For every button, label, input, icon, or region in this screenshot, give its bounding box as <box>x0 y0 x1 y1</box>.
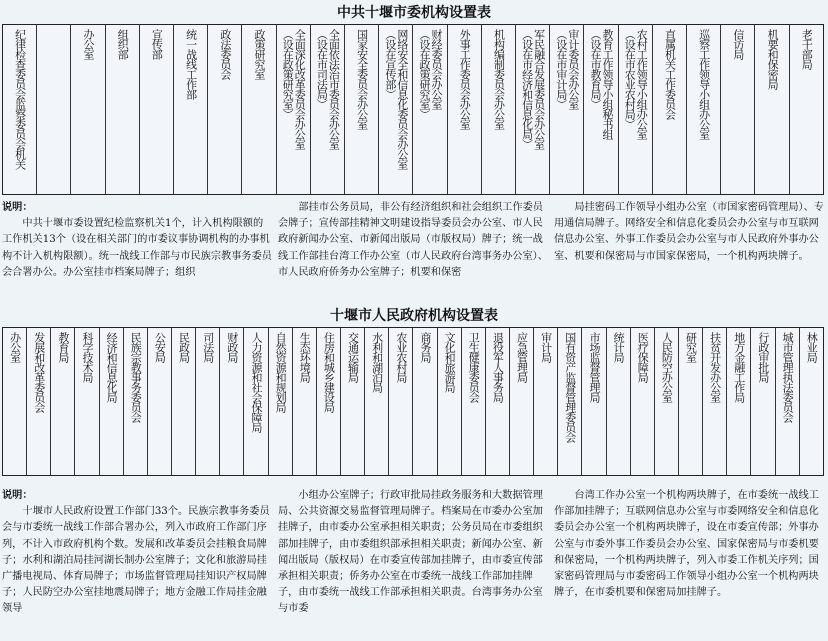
government-agency-cell-text <box>3 332 26 362</box>
committee-agency-cell <box>140 25 174 194</box>
committee-notes-col-3 <box>554 200 824 300</box>
government-agency-name: 公安局 <box>153 332 167 362</box>
committee-agency-cell-text <box>653 29 686 119</box>
government-agency-name: 交通运输局 <box>346 332 360 382</box>
government-agency-name: 国有资产监督管理委员会 <box>563 332 577 442</box>
government-agency-cell <box>365 328 389 475</box>
government-agency-cell-text <box>486 332 509 402</box>
government-agency-name: 办公室 <box>8 332 22 362</box>
government-agency-name: 人力资源和社会保障局 <box>249 332 263 432</box>
government-agency-name: 医疗保障局 <box>636 332 650 382</box>
committee-agency-name: 全面依法治市委员会办公室 <box>327 29 341 149</box>
committee-agency-cell <box>37 25 71 194</box>
government-agency-cell-text <box>438 332 461 392</box>
government-notes-col-3 <box>554 488 824 638</box>
government-notes-text-3: 台湾工作办公室一个机构两块牌子，在市委统一战线工作部加挂牌子；互联网信息办公室与市委网络安全和信息化委员会办公室一个机构两块牌子，设在市委宣传部；外事办公室与市委外事工作委员会办公室、国家保密局与市委机要和保密局，一个机构两块牌子，列入市委工作机关序列；国家密码管理局与市委密码工作领导小组办公室一个机构两块牌子，在市委机要和保密局加挂牌子。 <box>554 490 819 599</box>
committee-agency-cell <box>721 25 755 194</box>
government-notes-text-1: 十堰市人民政府设置工作部门33个。民族宗教事务委员会与市委统一战线工作部合署办公，列入市政府工作部门序列，不计入市政府机构个数。发展和改革委员会挂粮食局牌子；水利和湖泊局挂河湖长制办公室牌子；文化和旅游局挂广播电视局、体育局牌子；市场监督管理局挂知识产权局牌子；人民防空办公室挂地震局牌子；地方金融工作局挂金融领导 <box>2 506 270 615</box>
committee-agency-cell <box>345 25 379 194</box>
government-agency-cell <box>486 328 510 475</box>
committee-agency-name: 农村工作领导小组办公室 <box>635 29 649 139</box>
government-agency-cell-text <box>148 332 171 362</box>
committee-agency-cell <box>550 25 584 194</box>
government-agency-cell-text <box>679 332 702 362</box>
government-agency-name: 经济和信息化局 <box>105 332 119 402</box>
committee-notes-col-2 <box>278 200 548 300</box>
government-agency-cell-text <box>100 332 123 402</box>
committee-table-title: 中共十堰市委机构设置表 <box>337 5 491 21</box>
government-agency-cell-text <box>703 332 726 402</box>
government-agency-cell-text <box>462 332 485 402</box>
committee-agency-name: 政策研究室 <box>253 29 267 79</box>
government-agency-cell <box>124 328 148 475</box>
committee-agency-name: （设在政策研究室） <box>418 29 432 119</box>
government-agency-name: 城市管理执法委员会 <box>781 332 795 422</box>
government-agency-cell-text <box>607 332 630 362</box>
government-agency-cell <box>389 328 413 475</box>
government-agency-cell-text <box>172 332 195 362</box>
committee-agency-cell <box>755 25 789 194</box>
government-agency-cell <box>582 328 606 475</box>
government-agency-table <box>2 327 824 476</box>
government-agency-cell <box>148 328 172 475</box>
committee-agency-name: 机构编制委员会办公室 <box>492 29 506 129</box>
government-agency-cell <box>800 328 823 475</box>
government-agency-cell-text <box>220 332 243 362</box>
government-agency-cell <box>703 328 727 475</box>
committee-agency-name: （设在市农业农村局） <box>623 29 637 129</box>
government-agency-name: 民族宗教事务委员会 <box>129 332 143 422</box>
government-agency-cell-text <box>727 332 750 402</box>
government-agency-cell <box>269 328 293 475</box>
committee-agency-name: 宣传部 <box>150 29 164 59</box>
committee-agency-name: （设在市审计局） <box>554 29 568 109</box>
committee-agency-cell <box>653 25 687 194</box>
government-agency-cell <box>727 328 751 475</box>
committee-notes-text-2: 部挂市公务员局，非公有经济组织和社会组织工作委员会牌子；宣传部挂精神文明建设指导委员会办公室、市人民政府新闻办公室、市新闻出版局（市版权局）牌子；统一战线工作部挂台湾工作办公室（市人民政府台湾事务办公室）、市人民政府侨务办公室牌子；机要和保密 <box>278 202 548 278</box>
government-agency-name: 人民防空办公室 <box>660 332 674 402</box>
government-agency-name: 发展和改革委员会 <box>32 332 46 412</box>
government-agency-cell <box>172 328 196 475</box>
government-agency-cell-text <box>510 332 533 382</box>
committee-agency-name: 统一战线工作部 <box>184 29 198 99</box>
government-agency-name: 扶贫开发办公室 <box>708 332 722 402</box>
government-notes <box>2 488 824 638</box>
committee-agency-cell-text <box>140 29 173 59</box>
government-agency-cell <box>196 328 220 475</box>
committee-agency-name: 机要和保密局 <box>766 29 780 89</box>
committee-agency-cell-text <box>448 29 481 129</box>
committee-agency-cell-text <box>208 29 241 79</box>
government-agency-cell-text <box>51 332 74 362</box>
committee-agency-name: （设在宣传部） <box>383 29 397 99</box>
committee-agency-cell <box>277 25 311 194</box>
government-agency-cell-text <box>317 332 340 412</box>
committee-agency-name: 财经委员会办公室 <box>430 29 444 109</box>
government-agency-cell <box>317 328 341 475</box>
committee-agency-cell <box>3 25 37 194</box>
committee-notes-label: 说明： <box>2 202 33 213</box>
government-agency-name: 教育局 <box>56 332 70 362</box>
committee-agency-name: 全面深化改革委员会办公室 <box>293 29 307 149</box>
government-agency-cell-text <box>389 332 412 382</box>
committee-agency-cell-text <box>106 29 139 59</box>
government-agency-cell-text <box>244 332 267 432</box>
committee-agency-name: 网络安全和信息化委员会办公室 <box>395 29 409 169</box>
government-notes-col-1 <box>2 488 272 638</box>
committee-agency-cell-text <box>3 29 36 169</box>
government-agency-name: 住房和城乡建设局 <box>322 332 336 412</box>
committee-agency-name: 组织部 <box>116 29 130 59</box>
government-agency-cell <box>341 328 365 475</box>
government-agency-cell-text <box>196 332 219 362</box>
committee-agency-cell <box>413 25 447 194</box>
government-agency-cell-text <box>27 332 50 412</box>
committee-agency-name: 办公室 <box>82 29 95 59</box>
government-agency-cell-text <box>293 332 316 382</box>
committee-agency-cell <box>71 25 105 194</box>
committee-agency-name: 政法委员会 <box>218 29 232 79</box>
government-agency-cell <box>27 328 51 475</box>
government-agency-name: 退役军人事务局 <box>491 332 505 402</box>
government-agency-cell <box>100 328 124 475</box>
committee-agency-cell <box>482 25 516 194</box>
government-agency-cell <box>293 328 317 475</box>
government-agency-cell-text <box>631 332 654 382</box>
committee-agency-cell <box>208 25 242 194</box>
committee-agency-cell <box>790 25 823 194</box>
government-agency-name: 水利和湖泊局 <box>370 332 384 392</box>
government-agency-name: 研究室 <box>684 332 698 362</box>
government-table-title: 十堰市人民政府机构设置表 <box>330 308 498 324</box>
government-agency-name: 审计局 <box>539 332 553 362</box>
government-notes-col-2 <box>278 488 548 638</box>
committee-agency-name: （设在市教育局） <box>589 29 603 109</box>
government-agency-name: 地方金融工作局 <box>732 332 746 402</box>
government-notes-label: 说明： <box>2 490 33 501</box>
government-agency-cell <box>413 328 437 475</box>
committee-agency-cell <box>448 25 482 194</box>
committee-agency-cell-text <box>345 29 378 129</box>
committee-agency-cell-text <box>242 29 275 79</box>
government-agency-cell <box>220 328 244 475</box>
government-agency-cell <box>776 328 800 475</box>
committee-agency-table <box>2 24 824 195</box>
committee-agency-cell-text <box>277 29 310 149</box>
committee-agency-name: 外事工作委员会办公室 <box>458 29 472 129</box>
government-agency-cell-text <box>558 332 581 442</box>
government-agency-cell-text <box>365 332 388 392</box>
government-agency-cell <box>75 328 99 475</box>
committee-agency-name: 巡察工作领导小组办公室 <box>697 29 711 139</box>
government-agency-cell <box>679 328 703 475</box>
committee-notes <box>2 200 824 300</box>
committee-agency-name: 教育工作领导小组秘书组 <box>601 29 615 139</box>
committee-agency-cell-text <box>174 29 207 99</box>
government-agency-name: 行政审批局 <box>756 332 770 382</box>
government-agency-name: 民政局 <box>177 332 191 362</box>
committee-agency-name: 老干部局 <box>800 29 814 69</box>
committee-agency-cell <box>106 25 140 194</box>
committee-agency-cell-text <box>516 29 549 149</box>
committee-agency-name: 审计委员会办公室 <box>566 29 580 109</box>
committee-agency-name: （设在市经济和信息化局） <box>520 29 534 149</box>
government-agency-name: 市场监督管理局 <box>587 332 601 402</box>
government-agency-cell <box>510 328 534 475</box>
committee-agency-name: （设在政策研究室） <box>281 29 295 119</box>
government-agency-cell <box>631 328 655 475</box>
government-agency-name: 林业局 <box>805 332 819 362</box>
government-agency-cell <box>751 328 775 475</box>
committee-agency-cell <box>242 25 276 194</box>
committee-agency-cell <box>687 25 721 194</box>
government-agency-cell-text <box>124 332 147 422</box>
committee-agency-cell <box>174 25 208 194</box>
government-agency-name: 生态环境局 <box>298 332 312 382</box>
committee-agency-cell-text <box>482 29 515 129</box>
committee-agency-cell <box>584 25 618 194</box>
government-agency-name: 科学技术局 <box>80 332 94 382</box>
government-agency-cell <box>607 328 631 475</box>
government-agency-cell-text <box>655 332 678 402</box>
government-agency-name: 卫生健康委员会 <box>467 332 481 402</box>
committee-agency-cell-text <box>584 29 617 139</box>
committee-agency-cell <box>516 25 550 194</box>
committee-notes-text-1: 中共十堰市委设置纪检监察机关1个，计入机构限额的工作机关13个（设在相关部门的市委议事协调机构的办事机构不计入机构限额）。统一战线工作部与市民族宗教事务委员会合署办公。办公室挂市档案局牌子；组织 <box>2 218 272 278</box>
government-agency-name: 应急管理局 <box>515 332 529 382</box>
government-agency-cell <box>438 328 462 475</box>
committee-agency-name: 国家安全委员会办公室 <box>355 29 369 129</box>
government-agency-name: 统计局 <box>612 332 626 362</box>
committee-agency-cell-text <box>379 29 412 169</box>
government-agency-name: 文化和旅游局 <box>443 332 457 392</box>
committee-notes-text-3: 局挂密码工作领导小组办公室（市国家密码管理局）、专用通信局牌子。网络安全和信息化委员会办公室与市互联网信息办公室、外事工作委员会办公室与市人民政府外事办公室、机要和保密局与市国家保密局，一个机构两块牌子。 <box>554 202 824 262</box>
committee-agency-cell-text <box>311 29 344 149</box>
committee-agency-cell-text <box>413 29 446 119</box>
committee-agency-cell <box>619 25 653 194</box>
committee-agency-cell <box>379 25 413 194</box>
committee-agency-name: 纪律检查委员会监察委员会机关 <box>13 29 27 169</box>
government-agency-name: 财政局 <box>225 332 239 362</box>
government-agency-cell <box>462 328 486 475</box>
government-agency-cell-text <box>582 332 605 402</box>
government-agency-cell <box>3 328 27 475</box>
government-agency-cell <box>534 328 558 475</box>
government-agency-cell-text <box>341 332 364 382</box>
government-agency-cell-text <box>75 332 98 382</box>
government-agency-name: 司法局 <box>201 332 215 362</box>
government-agency-cell-text <box>800 332 823 362</box>
government-agency-name: 农业农村局 <box>394 332 408 382</box>
government-agency-cell <box>244 328 268 475</box>
committee-agency-name: （设在市司法局） <box>315 29 329 109</box>
committee-agency-cell-text <box>71 29 104 59</box>
committee-agency-cell-text <box>755 29 788 89</box>
committee-agency-cell-text <box>721 29 754 59</box>
committee-notes-col-1 <box>2 200 272 300</box>
committee-agency-name: 信访局 <box>731 29 745 59</box>
government-agency-name: 商务局 <box>418 332 432 362</box>
committee-agency-name: 军民融合发展委员会办公室 <box>532 29 546 149</box>
committee-agency-cell-text <box>790 29 823 69</box>
committee-agency-cell-text <box>687 29 720 139</box>
government-agency-cell-text <box>413 332 436 362</box>
committee-agency-cell <box>311 25 345 194</box>
government-agency-cell-text <box>534 332 557 362</box>
government-notes-text-2: 小组办公室牌子；行政审批局挂政务服务和大数据管理局、公共资源交易监督管理局牌子。档案局在市委办公室加挂牌子，由市委办公室承担相关职责；公务员局在市委组织部加挂牌子，由市委组织部承担相关职责；新闻办公室、新闻出版局（版权局）在市委宣传部加挂牌子，由市委宣传部承担相关职责；侨务办公室在市委统一战线工作部加挂牌子，由市委统一战线工作部承担相关职责。台湾事务办公室与市委 <box>278 490 543 615</box>
government-agency-cell <box>655 328 679 475</box>
government-agency-cell-text <box>751 332 774 382</box>
government-agency-cell-text <box>776 332 799 422</box>
committee-agency-cell-text <box>619 29 652 139</box>
government-agency-name: 自然资源和规划局 <box>274 332 288 412</box>
government-agency-cell-text <box>269 332 292 412</box>
committee-agency-name: 直属机关工作委员会 <box>663 29 677 119</box>
government-agency-cell <box>558 328 582 475</box>
committee-agency-cell-text <box>550 29 583 109</box>
government-agency-cell <box>51 328 75 475</box>
